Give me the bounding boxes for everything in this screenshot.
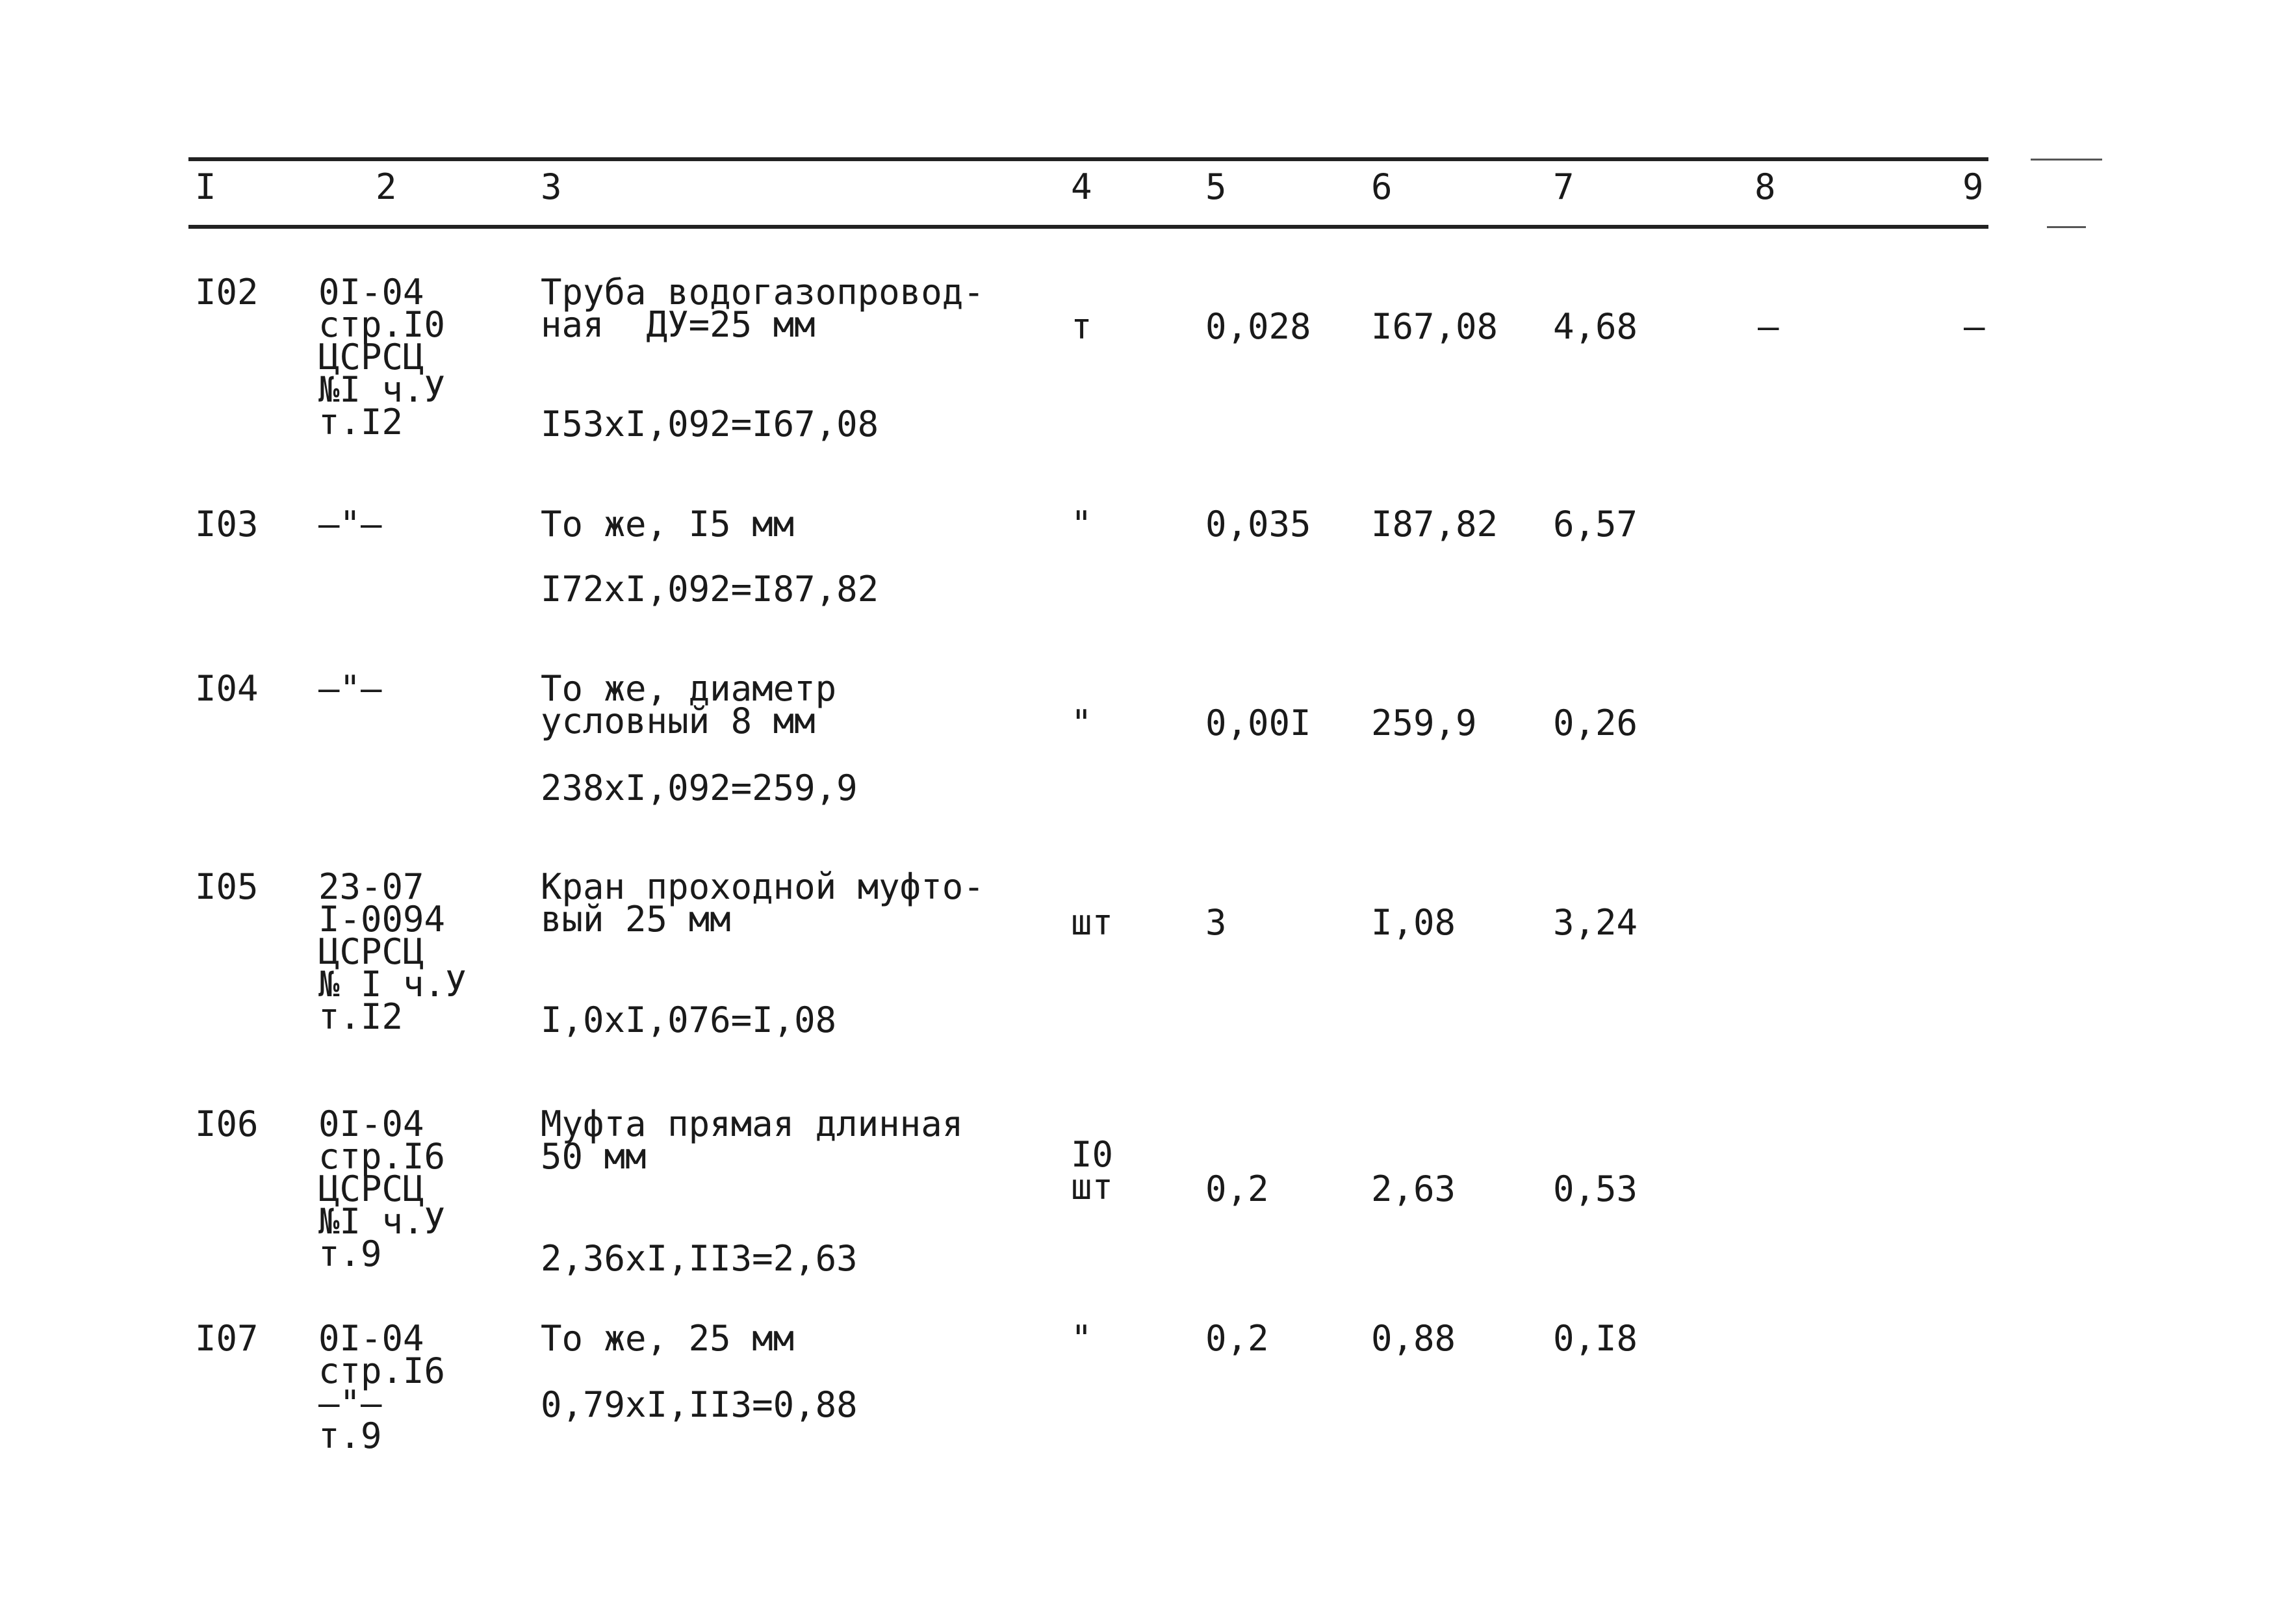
row-unit: " [1071,504,1092,545]
row-reference: 23-07 I-0094 ЦСРСЦ № I ч.У т.I2 [318,866,467,1037]
row-total: 0,53 [1553,1168,1638,1209]
row-total: 0,26 [1553,702,1638,743]
row-total: 4,68 [1553,306,1638,347]
row-unit-price: I87,82 [1371,504,1498,545]
header-col-5: 5 [1205,166,1227,207]
row-unit: I0 шт [1071,1134,1114,1207]
row-unit: т [1071,306,1092,347]
header-col-2: 2 [376,166,397,207]
table-header-rule [188,225,1988,229]
row-number: I06 [195,1103,259,1144]
header-col-4: 4 [1071,166,1092,207]
row-calculation: 0,79xI,II3=0,88 [541,1384,858,1425]
table-header-rule-extension [2047,226,2086,228]
row-name: То же, I5 мм [541,504,795,545]
row-unit: " [1071,1318,1092,1359]
row-quantity: 3 [1205,902,1227,943]
row-name: Кран проходной муфто- вый 25 мм [541,866,984,940]
row-reference: –"– [318,504,382,545]
row-unit-price: I67,08 [1371,306,1498,347]
row-reference: 0I-04 стр.I6 –"– т.9 [318,1318,446,1456]
row-reference: 0I-04 стр.I6 ЦСРСЦ №I ч.У т.9 [318,1103,446,1274]
row-unit: " [1071,702,1092,743]
row-number: I02 [195,272,259,313]
row-col-8: – [1758,306,1779,347]
row-unit: шт [1071,902,1114,943]
row-number: I03 [195,504,259,545]
row-unit-price: 2,63 [1371,1168,1456,1209]
row-name: Труба водогазопровод- ная ДУ=25 мм [541,272,984,345]
row-calculation: I53xI,092=I67,08 [541,404,879,445]
table-top-rule-extension [2031,159,2102,161]
row-name: То же, диаметр условный 8 мм [541,668,837,741]
row-reference: –"– [318,668,382,709]
row-total: 6,57 [1553,504,1638,545]
row-calculation: 238xI,092=259,9 [541,767,858,808]
row-calculation: I,0xI,076=I,08 [541,999,837,1040]
row-total: 3,24 [1553,902,1638,943]
row-calculation: I72xI,092=I87,82 [541,569,879,610]
row-quantity: 0,028 [1205,306,1311,347]
row-quantity: 0,035 [1205,504,1311,545]
row-name: Муфта прямая длинная 50 мм [541,1103,964,1177]
row-total: 0,I8 [1553,1318,1638,1359]
header-col-8: 8 [1755,166,1776,207]
header-col-9: 9 [1962,166,1984,207]
table-top-rule [188,157,1988,161]
row-quantity: 0,00I [1205,702,1311,743]
row-unit-price: I,08 [1371,902,1456,943]
row-unit-price: 0,88 [1371,1318,1456,1359]
row-quantity: 0,2 [1205,1318,1269,1359]
header-col-1: I [195,166,216,207]
row-name: То же, 25 мм [541,1318,795,1359]
row-unit-price: 259,9 [1371,702,1477,743]
row-number: I05 [195,866,259,907]
row-calculation: 2,36xI,II3=2,63 [541,1238,858,1279]
header-col-3: 3 [541,166,562,207]
row-col-9: – [1964,306,1985,347]
header-col-6: 6 [1371,166,1393,207]
row-quantity: 0,2 [1205,1168,1269,1209]
header-col-7: 7 [1553,166,1575,207]
row-number: I04 [195,668,259,709]
row-reference: 0I-04 стр.I0 ЦСРСЦ №I ч.У т.I2 [318,272,446,443]
row-number: I07 [195,1318,259,1359]
